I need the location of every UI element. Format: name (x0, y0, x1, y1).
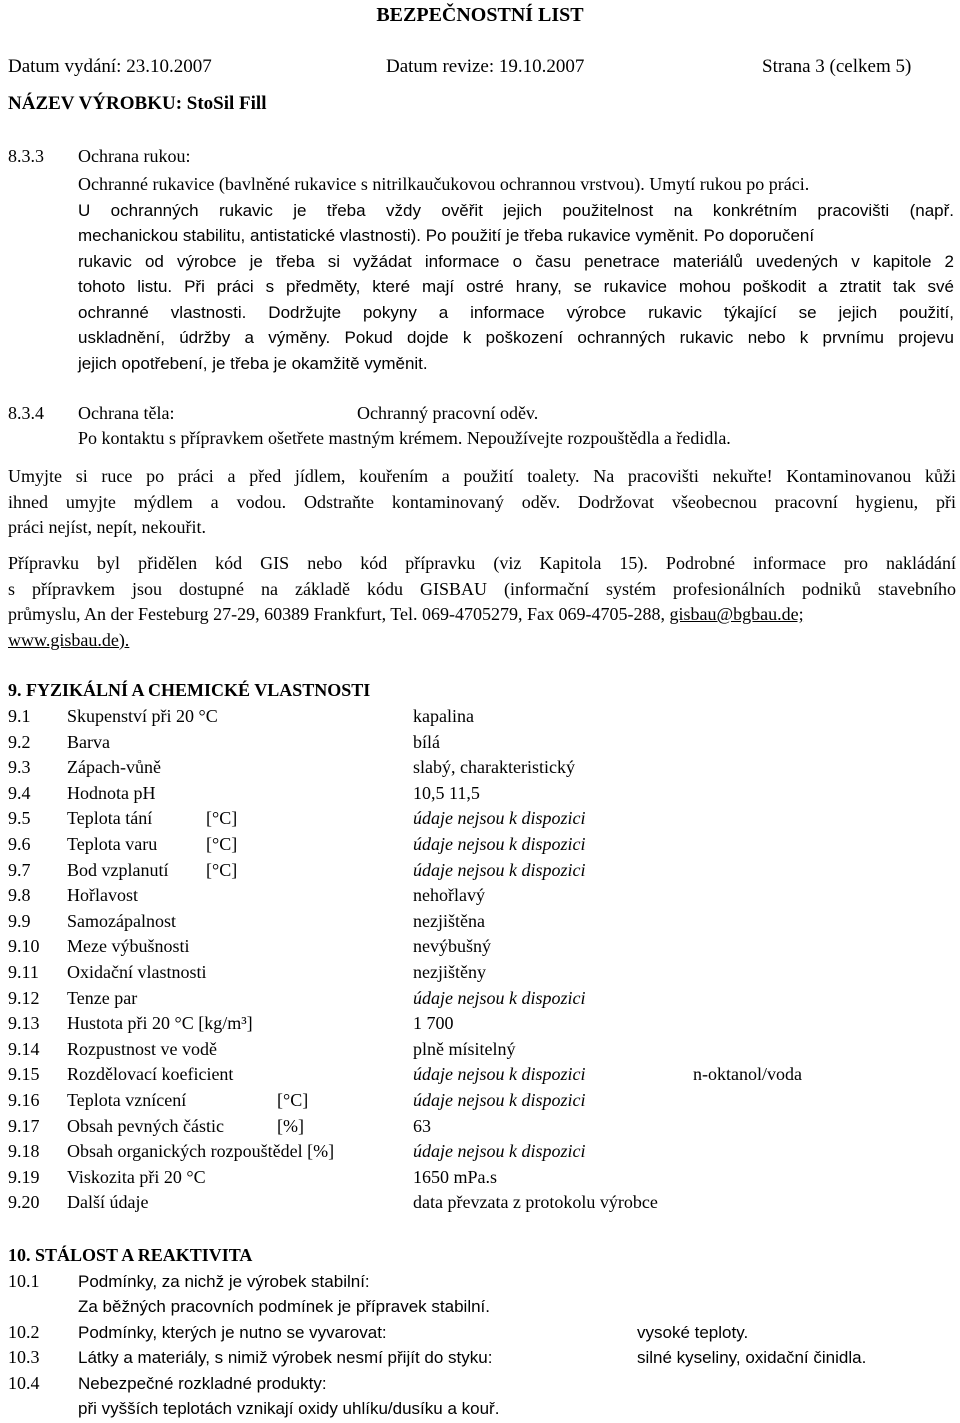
property-row (0, 1116, 960, 1142)
property-number: 9.18 (8, 1141, 40, 1162)
property-row (0, 962, 960, 988)
property-label: Hustota při 20 °C [kg/m³] (67, 1013, 253, 1034)
section-number: 8.3.4 (8, 403, 44, 423)
property-row (0, 1141, 960, 1167)
property-row (0, 1167, 960, 1193)
property-row (0, 706, 960, 732)
property-value: bílá (413, 731, 440, 752)
item-value: silné kyseliny, oxidační činidla. (637, 1348, 867, 1367)
product-name: NÁZEV VÝROBKU: StoSil Fill (8, 93, 267, 114)
property-number: 9.20 (8, 1192, 40, 1213)
property-label: Bod vzplanutí (67, 859, 169, 880)
property-number: 9.6 (8, 834, 31, 854)
item-label: Nebezpečné rozkladné produkty: (78, 1374, 327, 1393)
text-line: tohoto listu. Při práci s předměty, které mají ostré hrany, se rukavice mohou poškodit a ztratit tak své (78, 277, 954, 296)
item-label: Podmínky, kterých je nutno se vyvarovat: (78, 1323, 387, 1342)
property-value: nezjištěny (413, 962, 486, 982)
property-value: nevýbušný (413, 936, 491, 957)
text-line: uskladnění, údržby a výměny. Pokud dojde k poškození ochranných rukavic nebo k prvnímu projevu (78, 328, 954, 347)
text-line: U ochranných rukavic je třeba vždy ověřit jejich použitelnost na konkrétním pracovišti (např. (78, 200, 954, 220)
property-value: údaje nejsou k dispozici (413, 859, 586, 880)
property-row (0, 885, 960, 911)
property-value: 63 (413, 1115, 431, 1136)
property-value: údaje nejsou k dispozici (413, 987, 586, 1008)
property-number: 9.2 (8, 731, 31, 752)
property-row (0, 732, 960, 758)
property-label: Oxidační vlastnosti (67, 962, 207, 982)
property-value: údaje nejsou k dispozici (413, 1090, 586, 1110)
property-row (0, 1192, 960, 1218)
property-unit: [°C] (206, 859, 238, 880)
text-line: s přípravkem jsou dostupné na základě kódu GISBAU (informační systém profesionálních podniků stavebního (8, 578, 956, 599)
property-value: plně mísitelný (413, 1038, 516, 1059)
text-line (8, 602, 956, 628)
property-number: 9.12 (8, 987, 40, 1008)
section-10-heading: 10. STÁLOST A REAKTIVITA (8, 1245, 253, 1265)
property-number: 9.8 (8, 885, 31, 906)
property-label: Další údaje (67, 1192, 149, 1213)
property-number: 9.14 (8, 1038, 40, 1059)
item-label: Podmínky, za nichž je výrobek stabilní: (78, 1272, 370, 1291)
property-label: Rozdělovací koeficient (67, 1064, 234, 1085)
property-label: Meze výbušnosti (67, 936, 190, 957)
item-number: 10.3 (8, 1347, 40, 1367)
item-value: vysoké teploty. (637, 1323, 749, 1342)
property-number: 9.17 (8, 1115, 40, 1136)
hygiene-text (8, 464, 956, 541)
property-extra: n-oktanol/voda (693, 1064, 802, 1085)
document-title: BEZPEČNOSTNÍ LIST (376, 4, 584, 26)
email-link[interactable]: gisbau@bgbau.de; (669, 604, 804, 624)
property-number: 9.16 (8, 1090, 40, 1110)
property-number: 9.10 (8, 936, 40, 957)
text-line: Přípravku byl přidělen kód GIS nebo kód přípravku (viz Kapitola 15). Podrobné informace pro nakládání (8, 553, 956, 573)
issue-date: Datum vydání: 23.10.2007 (8, 56, 212, 77)
property-unit: [°C] (206, 834, 238, 854)
item-label: Látky a materiály, s nimiž výrobek nesmí přijít do styku: (78, 1348, 493, 1367)
property-row (0, 936, 960, 962)
website-link[interactable]: www.gisbau.de). (8, 629, 130, 650)
property-number: 9.15 (8, 1064, 40, 1085)
property-number: 9.13 (8, 1013, 40, 1034)
property-number: 9.5 (8, 808, 31, 829)
property-value: data převzata z protokolu výrobce (413, 1192, 658, 1213)
text-line: ihned umyjte mýdlem a vodou. Odstraňte kontaminovaný oděv. Dodržovat všeobecnou pracovní hygienu, při (8, 491, 956, 512)
text-line: jejich opotřebení, je třeba je okamžitě vyměnit. (78, 353, 428, 373)
page-info: Strana 3 (celkem 5) (762, 56, 912, 77)
section-9-heading: 9. FYZIKÁLNÍ A CHEMICKÉ VLASTNOSTI (8, 680, 371, 700)
property-number: 9.9 (8, 910, 31, 931)
text-line: Po kontaktu s přípravkem ošetřete mastným krémem. Nepoužívejte rozpouštědla a ředidla. (78, 428, 731, 448)
item-detail: při vyšších teplotách vznikají oxidy uhlíku/dusíku a kouř. (78, 1399, 500, 1418)
property-label: Skupenství při 20 °C (67, 706, 218, 726)
text-line: mechanickou stabilitu, antistatické vlastnosti). Po použití je třeba rukavice vyměnit. Po doporučení (78, 226, 815, 245)
property-label: Teplota varu (67, 834, 158, 854)
property-value: údaje nejsou k dispozici (413, 808, 586, 829)
text-line: Umyjte si ruce po práci a před jídlem, kouřením a použití toalety. Na pracovišti nekuřte! Kontaminovanou kůži (8, 466, 956, 486)
item-detail: Za běžných pracovních podmínek je přípravek stabilní. (78, 1297, 490, 1316)
property-row (0, 1039, 960, 1065)
property-row (0, 860, 960, 886)
section-title: Ochrana těla: (78, 403, 175, 423)
property-number: 9.4 (8, 782, 31, 803)
item-number: 10.1 (8, 1271, 40, 1291)
property-value: údaje nejsou k dispozici (413, 834, 586, 854)
property-row (0, 1064, 960, 1090)
property-value: 1650 mPa.s (413, 1166, 498, 1187)
text-line: Ochranné rukavice (bavlněné rukavice s nitrilkaučukovou ochrannou vrstvou). Umytí rukou po práci. (78, 174, 810, 194)
property-row (0, 834, 960, 860)
property-label: Teplota vznícení (67, 1090, 187, 1110)
property-label: Viskozita při 20 °C (67, 1166, 206, 1187)
property-unit: [°C] (277, 1090, 309, 1110)
property-value: nehořlavý (413, 885, 485, 906)
section-number: 8.3.3 (8, 146, 44, 166)
item-number: 10.4 (8, 1373, 40, 1393)
text-line: ochranné vlastnosti. Dodržujte pokyny a informace výrobce rukavic týkající se jejich použití, (78, 302, 954, 322)
gis-text (8, 551, 956, 653)
property-number: 9.19 (8, 1166, 40, 1187)
property-label: Hodnota pH (67, 782, 156, 803)
property-label: Tenze par (67, 987, 138, 1008)
property-label: Teplota tání (67, 808, 153, 829)
property-label: Obsah organických rozpouštědel [%] (67, 1141, 335, 1162)
property-row (0, 1090, 960, 1116)
property-label: Obsah pevných částic (67, 1115, 224, 1136)
property-value: 1 700 (413, 1013, 454, 1034)
property-value: údaje nejsou k dispozici (413, 1141, 586, 1162)
property-label: Barva (67, 731, 110, 752)
item-number: 10.2 (8, 1322, 40, 1342)
property-row (0, 757, 960, 783)
property-row (0, 911, 960, 937)
revision-date: Datum revize: 19.10.2007 (386, 56, 585, 77)
property-row (0, 1013, 960, 1039)
property-row (0, 783, 960, 809)
section-value: Ochranný pracovní oděv. (357, 403, 539, 423)
property-unit: [%] (277, 1115, 304, 1136)
property-unit: [°C] (206, 808, 238, 829)
property-number: 9.1 (8, 706, 31, 726)
property-label: Zápach-vůně (67, 757, 161, 778)
property-value: údaje nejsou k dispozici (413, 1064, 586, 1085)
property-value: nezjištěna (413, 910, 485, 931)
property-value: 10,5 11,5 (413, 782, 480, 803)
property-value: kapalina (413, 706, 474, 726)
property-label: Rozpustnost ve vodě (67, 1038, 217, 1059)
property-number: 9.3 (8, 757, 31, 778)
text-fragment: průmyslu, An der Festeburg 27-29, 60389 Frankfurt, Tel. 069-4705279, Fax 069-4705-288, (8, 604, 666, 624)
property-number: 9.7 (8, 859, 31, 880)
property-label: Hořlavost (67, 885, 138, 906)
text-line: práci nejíst, nepít, nekouřit. (8, 517, 206, 537)
property-row (0, 808, 960, 834)
property-row (0, 988, 960, 1014)
property-number: 9.11 (8, 962, 39, 982)
section-title: Ochrana rukou: (78, 146, 191, 166)
property-label: Samozápalnost (67, 910, 176, 931)
property-value: slabý, charakteristický (413, 757, 575, 778)
gloves-text (78, 172, 954, 376)
text-line: rukavic od výrobce je třeba si vyžádat informace o času penetrace materiálů uvedených v kapitole 2 (78, 251, 954, 271)
